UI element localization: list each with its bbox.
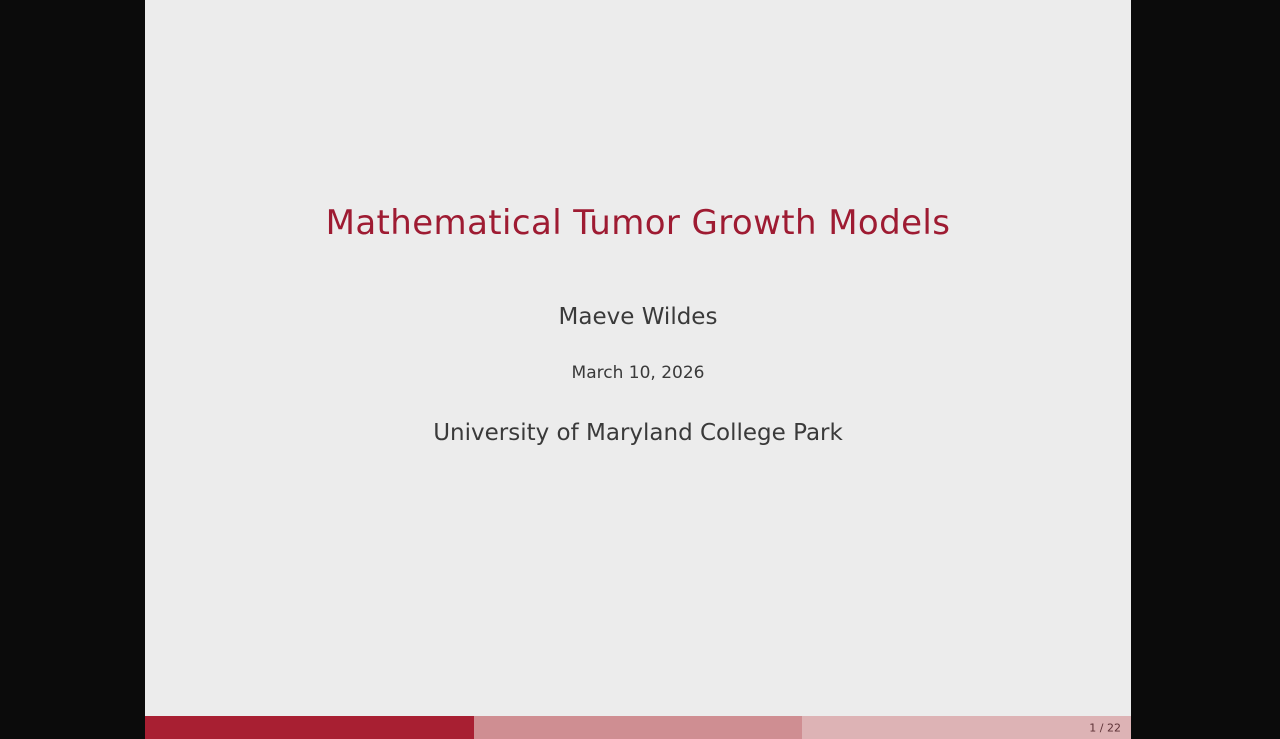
letterbox-right — [1131, 0, 1280, 739]
page-title: Mathematical Tumor Growth Models — [325, 203, 951, 243]
letterbox-left — [0, 0, 145, 739]
page-number: 1 / 22 — [1089, 721, 1121, 734]
slide-content — [145, 0, 1131, 716]
presentation-date: March 10, 2026 — [571, 363, 705, 384]
footline-segment-right — [802, 716, 1131, 739]
footline-segment-middle — [474, 716, 803, 739]
footline-segment-left — [145, 716, 474, 739]
author-name: Maeve Wildes — [558, 304, 718, 331]
presentation-slide — [145, 0, 1131, 739]
slide-footline — [145, 716, 1131, 739]
institution-name: University of Maryland College Park — [433, 420, 843, 447]
